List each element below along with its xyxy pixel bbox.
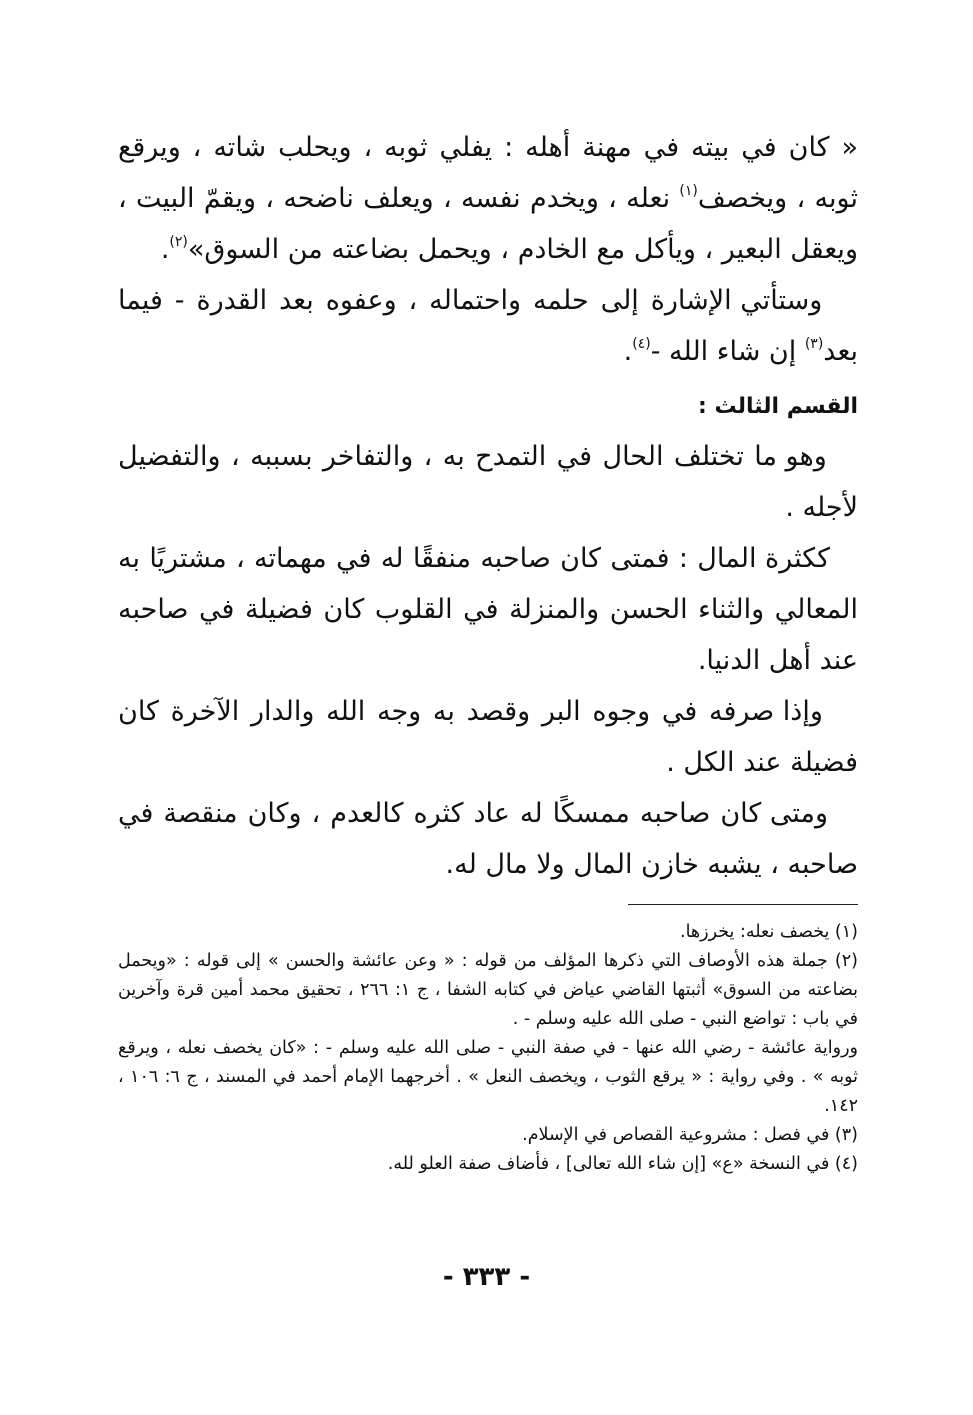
paragraph-3 [118, 431, 858, 533]
footnote-ref-2[interactable]: (٢) [169, 234, 188, 250]
paragraph-3-text: وهو ما تختلف الحال في التمدح به ، والتفاخر بسببه ، والتفضيل لأجله . [118, 441, 858, 523]
footnote-2-continued: ورواية عائشة - رضي الله عنها - في صفة النبي - صلى الله عليه وسلم - : «كان يخصف نعله ، ويرقع ثوبه » . وفي رواية : « يرقع الثوب ، ويخصف النعل » . أخرجهما الإمام أحمد في المسند ، ج ٦: ١٠٦ ، ١٤٢. [118, 1038, 858, 1116]
main-text [118, 122, 858, 890]
paragraph-6 [118, 788, 858, 890]
paragraph-4 [118, 533, 858, 686]
footnote-2: (٢) جملة هذه الأوصاف التي ذكرها المؤلف من قوله : « وعن عائشة والحسن » إلى قوله : «ويحمل بضاعته من السوق» أثبتها القاضي عياض في كتابه الشفا ، ج ١: ٢٦٦ ، تحقيق محمد أمين قرة وآخرين في باب : تواضع النبي - صلى الله عليه وسلم - . [118, 951, 858, 1029]
paragraph-4-text: ككثرة المال : فمتى كان صاحبه منفقًا له في مهماته ، مشتريًا به المعالي والثناء الحسن والمنزلة في القلوب كان فضيلة في صاحبه عند أهل الدنيا. [118, 543, 858, 676]
footnote-ref-4[interactable]: (٤) [632, 336, 651, 352]
footnotes [118, 918, 858, 1179]
footnote-1: (١) يخصف نعله: يخرزها. [680, 922, 858, 942]
paragraph-1-part-c: . [160, 234, 170, 265]
paragraph-2 [118, 275, 858, 377]
paragraph-1-part-a: « كان في بيته في مهنة أهله : يفلي ثوبه ، ويحلب شاته ، ويرقع ثوبه ، ويخصف [118, 132, 858, 214]
footnote-ref-3[interactable]: (٣) [804, 336, 824, 352]
paragraph-2-part-c: . [623, 336, 633, 367]
section-heading: القسم الثالث : [698, 394, 858, 419]
paragraph-2-part-b: إن شاء الله - [650, 336, 805, 367]
paragraph-5 [118, 686, 858, 788]
paragraph-2-part-a: وستأتي الإشارة إلى حلمه واحتماله ، وعفوه بعد القدرة - فيما بعد [118, 285, 858, 367]
page-number: - ٣٣٣ - [442, 1262, 531, 1292]
footnote-divider [628, 904, 858, 905]
paragraph-1 [118, 122, 858, 275]
footnote-4: (٤) في النسخة «ع» [إن شاء الله تعالى] ، فأضاف صفة العلو لله. [387, 1154, 858, 1174]
paragraph-6-text: ومتى كان صاحبه ممسكًا له عاد كثره كالعدم ، وكان منقصة في صاحبه ، يشبه خازن المال ولا مال له. [118, 798, 858, 880]
paragraph-1-part-b: نعله ، ويخدم نفسه ، ويعلف ناضحه ، ويقمّ البيت ، ويعقل البعير ، ويأكل مع الخادم ، ويحمل بضاعته من السوق» [118, 183, 858, 265]
paragraph-5-text: وإذا صرفه في وجوه البر وقصد به وجه الله والدار الآخرة كان فضيلة عند الكل . [118, 696, 858, 778]
footnote-3: (٣) في فصل : مشروعية القصاص في الإسلام. [522, 1125, 858, 1145]
footnote-ref-1[interactable]: (١) [679, 183, 698, 199]
